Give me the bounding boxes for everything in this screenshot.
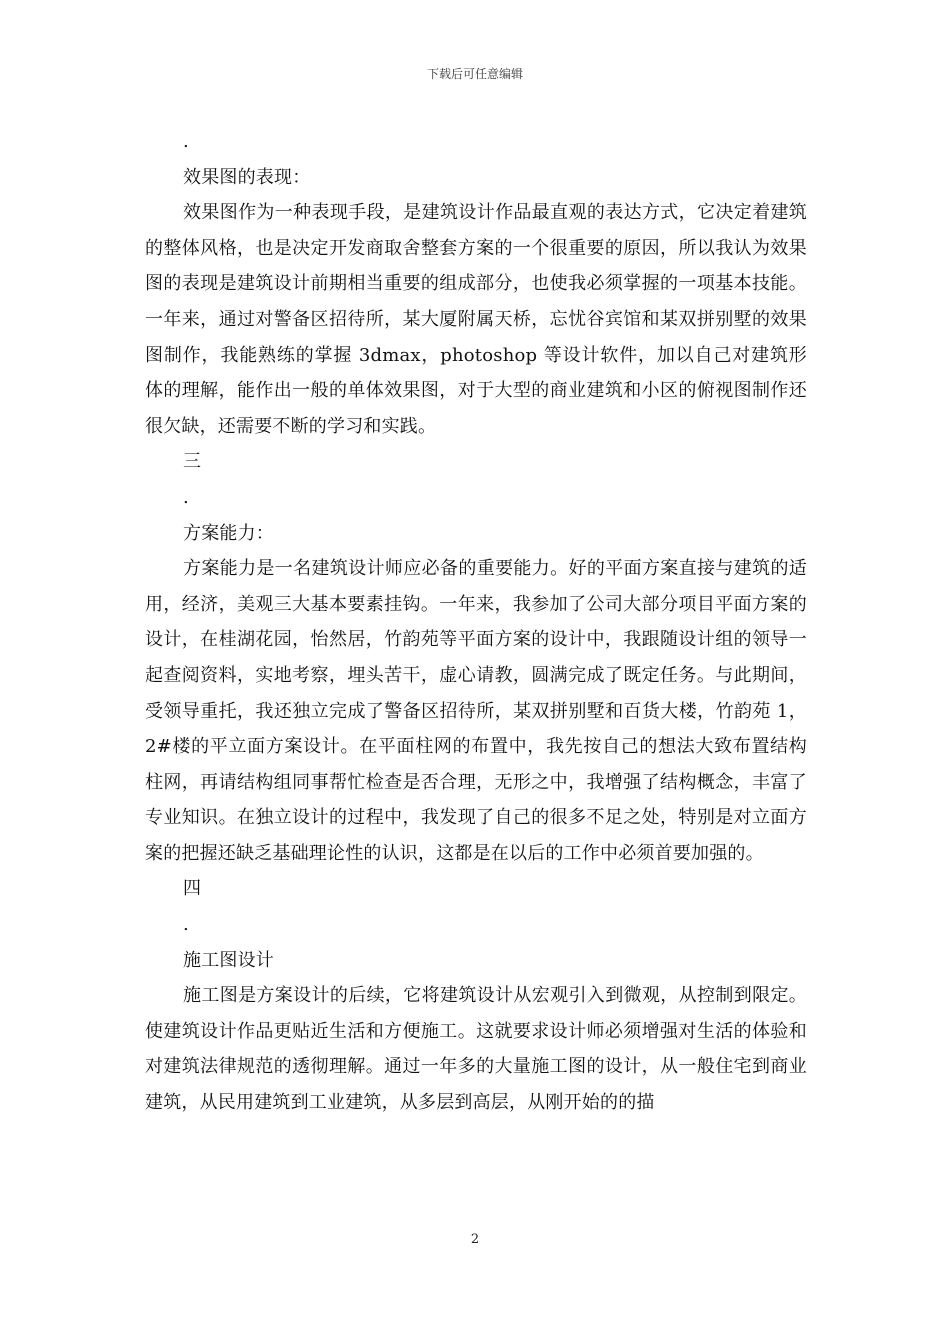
section-number-three: 三	[183, 451, 202, 473]
section-heading-construction-drawing: 施工图设计	[183, 949, 274, 971]
section-dot: .	[183, 131, 189, 152]
page-header: 下载后可任意编辑	[426, 67, 523, 81]
section-dot: .	[183, 486, 189, 508]
section-heading-effect-drawing: 效果图的表现：	[183, 166, 311, 188]
document-body	[145, 124, 807, 1121]
paragraph-effect-drawing: 效果图作为一种表现手段，是建筑设计作品最直观的表达方式，它决定着建筑的整体风格，也是决定开发商取舍整套方案的一个很重要的原因，所以我认为效果图的表现是建筑设计前期相当重要的组成部分，也使我必须掌握的一项基本技能。一年来，通过对警备区招待所，某大厦附属天桥，忘忧谷宾馆和某双拼别墅的效果图制作，我能熟练的掌握 3dmax，photoshop 等设计软件，加以自己对建筑形体的理解，能作出一般的单体效果图，对于大型的商业建筑和小区的俯视图制作还很欠缺，还需要不断的学习和实践。	[145, 202, 807, 437]
paragraph-plan-ability: 方案能力是一名建筑设计师应必备的重要能力。好的平面方案直接与建筑的适用，经济，美观三大基本要素挂钩。一年来，我参加了公司大部分项目平面方案的设计，在桂湖花园，怡然居，竹韵苑等平面方案的设计中，我跟随设计组的领导一起查阅资料，实地考察，埋头苦干，虚心请教，圆满完成了既定任务。与此期间，受领导重托，我还独立完成了警备区招待所，某双拼别墅和百货大楼，竹韵苑 1，2#楼的平立面方案设计。在平面柱网的布置中，我先按自己的想法大致布置结构柱网，再请结构组同事帮忙检查是否合理，无形之中，我增强了结构概念，丰富了专业知识。在独立设计的过程中，我发现了自己的很多不足之处，特别是对立面方案的把握还缺乏基础理论性的认识，这都是在以后的工作中必须首要加强的。	[145, 558, 807, 864]
section-number-four: 四	[183, 878, 202, 900]
section-heading-plan-ability: 方案能力：	[183, 522, 274, 544]
page-number: 2	[470, 1232, 480, 1247]
paragraph-construction-drawing: 施工图是方案设计的后续，它将建筑设计从宏观引入到微观，从控制到限定。使建筑设计作品更贴近生活和方便施工。这就要求设计师必须增强对生活的体验和对建筑法律规范的透彻理解。通过一年多的大量施工图的设计，从一般住宅到商业建筑，从民用建筑到工业建筑，从多层到高层，从刚开始的的描	[145, 985, 807, 1114]
section-dot: .	[183, 914, 189, 936]
